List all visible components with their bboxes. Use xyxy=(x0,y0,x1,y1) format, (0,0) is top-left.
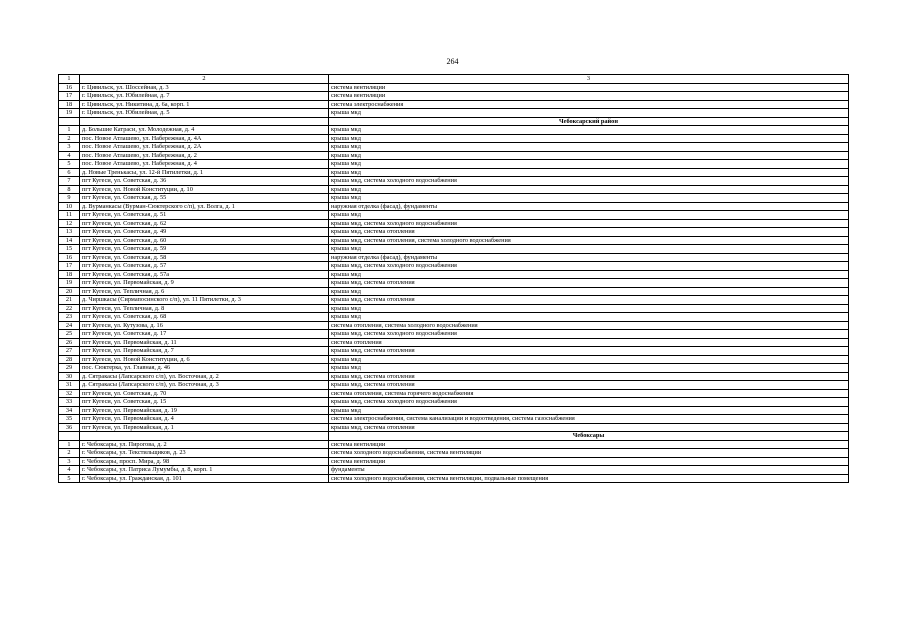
row-number: 25 xyxy=(59,330,80,339)
table-row xyxy=(59,321,849,330)
table-row xyxy=(59,236,849,245)
row-number: 2 xyxy=(59,134,80,143)
row-work-type: крыша мкд xyxy=(329,313,849,322)
row-work-type: крыша мкд, система отопления xyxy=(329,296,849,305)
table-row xyxy=(59,143,849,152)
row-number: 21 xyxy=(59,296,80,305)
row-address: пгт Кугеси, ул. Советская, д. 55 xyxy=(80,194,329,203)
section-row xyxy=(59,117,849,126)
row-number: 30 xyxy=(59,372,80,381)
row-address: пгт Кугеси, ул. Первомайская, д. 4 xyxy=(80,415,329,424)
table-row xyxy=(59,177,849,186)
row-number: 7 xyxy=(59,177,80,186)
row-number: 16 xyxy=(59,83,80,92)
section-empty-cell xyxy=(59,432,80,441)
row-number: 34 xyxy=(59,406,80,415)
row-work-type: система электроснабжения, система канализации и водоотведения, система газоснабжения xyxy=(329,415,849,424)
row-work-type: крыша мкд xyxy=(329,211,849,220)
row-work-type: крыша мкд xyxy=(329,270,849,279)
table-row xyxy=(59,449,849,458)
row-address: д. Новые Тренькасы, ул. 12-й Пятилетки, д. 1 xyxy=(80,168,329,177)
row-address: г. Чебоксары, просп. Мира, д. 98 xyxy=(80,457,329,466)
table-row xyxy=(59,355,849,364)
row-number: 4 xyxy=(59,466,80,475)
section-empty-cell xyxy=(80,432,329,441)
row-address: пос. Новое Атлашево, ул. Набережная, д. 4 xyxy=(80,160,329,169)
row-address: пгт Кугеси, ул. Новой Конституции, д. 6 xyxy=(80,355,329,364)
row-work-type: наружная отделка (фасад), фундаменты xyxy=(329,202,849,211)
header-cell-address: 2 xyxy=(80,75,329,84)
row-work-type: система электроснабжения xyxy=(329,100,849,109)
row-work-type: крыша мкд, система отопления xyxy=(329,381,849,390)
table-row xyxy=(59,253,849,262)
row-number: 17 xyxy=(59,262,80,271)
row-address: пгт Кугеси, ул. Советская, д. 68 xyxy=(80,313,329,322)
row-work-type: система отопления, система холодного водоснабжения xyxy=(329,321,849,330)
row-number: 18 xyxy=(59,270,80,279)
row-number: 3 xyxy=(59,457,80,466)
row-work-type: крыша мкд xyxy=(329,245,849,254)
row-work-type: крыша мкд xyxy=(329,109,849,118)
row-address: пос. Новое Атлашево, ул. Набережная, д. 4А xyxy=(80,134,329,143)
row-work-type: крыша мкд xyxy=(329,143,849,152)
row-work-type: крыша мкд xyxy=(329,185,849,194)
row-number: 19 xyxy=(59,109,80,118)
section-empty-cell xyxy=(80,117,329,126)
row-address: пгт Кугеси, ул. Советская, д. 49 xyxy=(80,228,329,237)
table-row xyxy=(59,372,849,381)
row-work-type: крыша мкд xyxy=(329,126,849,135)
row-number: 33 xyxy=(59,398,80,407)
row-work-type: крыша мкд xyxy=(329,406,849,415)
row-address: пос. Новое Атлашево, ул. Набережная, д. 2А xyxy=(80,143,329,152)
row-address: пгт Кугеси, ул. Советская, д. 59 xyxy=(80,245,329,254)
table-row xyxy=(59,185,849,194)
table-row xyxy=(59,330,849,339)
row-address: пгт Кугеси, ул. Советская, д. 62 xyxy=(80,219,329,228)
row-number: 36 xyxy=(59,423,80,432)
row-address: пгт Кугеси, ул. Советская, д. 57 xyxy=(80,262,329,271)
row-address: д. Вурманкасы (Вурман-Сюктерского с/п), ул. Волга, д. 1 xyxy=(80,202,329,211)
row-address: пгт Кугеси, ул. Первомайская, д. 9 xyxy=(80,279,329,288)
row-work-type: система отопления xyxy=(329,338,849,347)
row-address: г. Цивильск, ул. Никитина, д. 6а, корп. 1 xyxy=(80,100,329,109)
row-address: пгт Кугеси, ул. Советская, д. 60 xyxy=(80,236,329,245)
row-address: г. Чебоксары, ул. Патриса Лумумбы, д. 8, корп. 1 xyxy=(80,466,329,475)
row-number: 11 xyxy=(59,211,80,220)
row-work-type: крыша мкд, система холодного водоснабжения xyxy=(329,330,849,339)
row-work-type: крыша мкд, система холодного водоснабжения xyxy=(329,398,849,407)
row-address: г. Чебоксары, ул. Гражданская, д. 101 xyxy=(80,474,329,483)
row-work-type: крыша мкд xyxy=(329,364,849,373)
row-address: пос. Сюктерка, ул. Главная, д. 46 xyxy=(80,364,329,373)
table-row xyxy=(59,262,849,271)
row-number: 3 xyxy=(59,143,80,152)
table-row xyxy=(59,389,849,398)
row-number: 10 xyxy=(59,202,80,211)
row-number: 15 xyxy=(59,245,80,254)
row-work-type: крыша мкд, система холодного водоснабжения xyxy=(329,219,849,228)
table-header-row xyxy=(59,75,849,84)
row-work-type: крыша мкд xyxy=(329,304,849,313)
row-address: пгт Кугеси, ул. Новой Конституции, д. 10 xyxy=(80,185,329,194)
row-address: д. Сятракасы (Лапсарского с/п), ул. Восточная, д. 3 xyxy=(80,381,329,390)
row-number: 9 xyxy=(59,194,80,203)
row-work-type: крыша мкд, система отопления xyxy=(329,228,849,237)
row-address: д. Большие Катраси, ул. Молодежная, д. 4 xyxy=(80,126,329,135)
row-address: пгт Кугеси, ул. Советская, д. 57а xyxy=(80,270,329,279)
table-row xyxy=(59,219,849,228)
section-empty-cell xyxy=(59,117,80,126)
row-work-type: крыша мкд, система холодного водоснабжения xyxy=(329,262,849,271)
table-row xyxy=(59,313,849,322)
row-number: 26 xyxy=(59,338,80,347)
row-work-type: система вентиляции xyxy=(329,457,849,466)
table-row xyxy=(59,415,849,424)
row-work-type: крыша мкд, система отопления xyxy=(329,372,849,381)
row-number: 12 xyxy=(59,219,80,228)
row-number: 23 xyxy=(59,313,80,322)
row-work-type: крыша мкд, система отопления, система холодного водоснабжения xyxy=(329,236,849,245)
row-number: 31 xyxy=(59,381,80,390)
section-row xyxy=(59,432,849,441)
table-row xyxy=(59,126,849,135)
table-row xyxy=(59,466,849,475)
table-row xyxy=(59,270,849,279)
row-address: пгт Кугеси, ул. Первомайская, д. 7 xyxy=(80,347,329,356)
table-row xyxy=(59,194,849,203)
row-address: пгт Кугеси, ул. Советская, д. 70 xyxy=(80,389,329,398)
row-number: 29 xyxy=(59,364,80,373)
table-row xyxy=(59,364,849,373)
row-address: г. Цивильск, ул. Юбилейная, д. 7 xyxy=(80,92,329,101)
table-row xyxy=(59,347,849,356)
row-number: 22 xyxy=(59,304,80,313)
table-row xyxy=(59,168,849,177)
row-number: 24 xyxy=(59,321,80,330)
table-row xyxy=(59,245,849,254)
row-number: 5 xyxy=(59,474,80,483)
row-address: г. Чебоксары, ул. Пирогова, д. 2 xyxy=(80,440,329,449)
table-row xyxy=(59,381,849,390)
table-row xyxy=(59,304,849,313)
row-work-type: система вентиляции xyxy=(329,83,849,92)
table-row xyxy=(59,457,849,466)
row-work-type: система вентиляции xyxy=(329,440,849,449)
header-cell-number: 1 xyxy=(59,75,80,84)
row-number: 1 xyxy=(59,126,80,135)
table-row xyxy=(59,202,849,211)
row-number: 1 xyxy=(59,440,80,449)
section-title: Чебоксары xyxy=(329,432,849,441)
table-row xyxy=(59,338,849,347)
page-number: 264 xyxy=(446,57,459,66)
row-address: пгт Кугеси, ул. Первомайская, д. 1 xyxy=(80,423,329,432)
table-row xyxy=(59,398,849,407)
row-address: д. Сятракасы (Лапсарского с/п), ул. Восточная, д. 2 xyxy=(80,372,329,381)
row-address: пгт Кугеси, ул. Советская, д. 17 xyxy=(80,330,329,339)
row-work-type: крыша мкд, система холодного водоснабжения xyxy=(329,177,849,186)
row-number: 4 xyxy=(59,151,80,160)
table-row xyxy=(59,109,849,118)
row-number: 14 xyxy=(59,236,80,245)
row-work-type: крыша мкд xyxy=(329,160,849,169)
row-work-type: крыша мкд xyxy=(329,355,849,364)
table-row xyxy=(59,92,849,101)
row-number: 5 xyxy=(59,160,80,169)
row-address: пгт Кугеси, ул. Кутузова, д. 16 xyxy=(80,321,329,330)
row-number: 2 xyxy=(59,449,80,458)
row-work-type: система холодного водоснабжения, система вентиляции, подвальные помещения xyxy=(329,474,849,483)
row-address: пгт Кугеси, ул. Тепличная, д. 8 xyxy=(80,304,329,313)
row-work-type: система отопления, система горячего водоснабжения xyxy=(329,389,849,398)
header-cell-work: 3 xyxy=(329,75,849,84)
row-number: 20 xyxy=(59,287,80,296)
row-address: пгт Кугеси, ул. Первомайская, д. 19 xyxy=(80,406,329,415)
row-address: пгт Кугеси, ул. Советская, д. 36 xyxy=(80,177,329,186)
row-work-type: наружная отделка (фасад), фундаменты xyxy=(329,253,849,262)
row-address: пгт Кугеси, ул. Тепличная, д. 6 xyxy=(80,287,329,296)
row-number: 19 xyxy=(59,279,80,288)
row-address: г. Цивильск, ул. Юбилейная, д. 5 xyxy=(80,109,329,118)
row-number: 27 xyxy=(59,347,80,356)
row-address: г. Чебоксары, ул. Текстильщиков, д. 23 xyxy=(80,449,329,458)
row-address: д. Чиршкасы (Сирмапосинского с/п), ул. 11 Пятилетки, д. 3 xyxy=(80,296,329,305)
table-row xyxy=(59,134,849,143)
row-number: 35 xyxy=(59,415,80,424)
row-address: пгт Кугеси, ул. Советская, д. 58 xyxy=(80,253,329,262)
section-title: Чебоксарский район xyxy=(329,117,849,126)
row-work-type: крыша мкд, система отопления xyxy=(329,423,849,432)
row-number: 28 xyxy=(59,355,80,364)
row-number: 6 xyxy=(59,168,80,177)
row-number: 18 xyxy=(59,100,80,109)
table-row xyxy=(59,423,849,432)
row-work-type: крыша мкд xyxy=(329,168,849,177)
table-row xyxy=(59,406,849,415)
row-number: 13 xyxy=(59,228,80,237)
row-number: 16 xyxy=(59,253,80,262)
row-work-type: фундаменты xyxy=(329,466,849,475)
table-row xyxy=(59,211,849,220)
row-work-type: крыша мкд xyxy=(329,287,849,296)
row-work-type: крыша мкд xyxy=(329,151,849,160)
row-address: пгт Кугеси, ул. Советская, д. 15 xyxy=(80,398,329,407)
row-work-type: крыша мкд, система отопления xyxy=(329,347,849,356)
table-row xyxy=(59,474,849,483)
row-number: 32 xyxy=(59,389,80,398)
row-number: 8 xyxy=(59,185,80,194)
table-row xyxy=(59,279,849,288)
row-work-type: система вентиляции xyxy=(329,92,849,101)
table-row xyxy=(59,228,849,237)
row-work-type: крыша мкд xyxy=(329,194,849,203)
row-address: пос. Новое Атлашево, ул. Набережная, д. 2 xyxy=(80,151,329,160)
table-row xyxy=(59,287,849,296)
row-work-type: система холодного водоснабжения, система вентиляции xyxy=(329,449,849,458)
table-row xyxy=(59,296,849,305)
row-number: 17 xyxy=(59,92,80,101)
row-work-type: крыша мкд, система отопления xyxy=(329,279,849,288)
row-work-type: крыша мкд xyxy=(329,134,849,143)
works-table xyxy=(58,74,849,483)
table-row xyxy=(59,440,849,449)
table-row xyxy=(59,151,849,160)
table-row xyxy=(59,83,849,92)
row-address: пгт Кугеси, ул. Советская, д. 51 xyxy=(80,211,329,220)
row-address: г. Цивильск, ул. Шоссейная, д. 3 xyxy=(80,83,329,92)
table-row xyxy=(59,160,849,169)
table-row xyxy=(59,100,849,109)
row-address: пгт Кугеси, ул. Первомайская, д. 11 xyxy=(80,338,329,347)
